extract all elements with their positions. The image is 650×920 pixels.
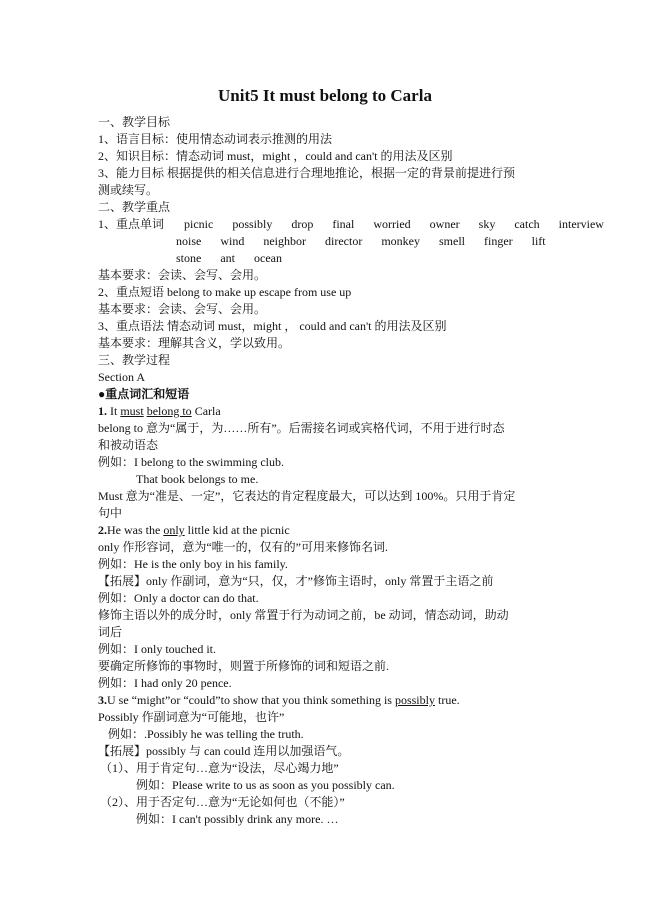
sentence-text: little kid at the picnic	[184, 523, 290, 537]
goal-1: 1、语言目标：使用情态动词表示推测的用法	[98, 132, 333, 146]
keywords-label: 1、重点单词	[98, 217, 165, 231]
keyword: monkey	[381, 234, 420, 248]
keyword: stone	[176, 251, 202, 265]
document-title: Unit5 It must belong to Carla	[218, 86, 432, 105]
point-3-sentence	[98, 692, 460, 709]
keyword: catch	[514, 217, 540, 231]
keyword: drop	[291, 217, 314, 231]
sentence-text: true.	[434, 693, 460, 707]
point-number: 2.	[98, 523, 107, 537]
point-2-sentence	[98, 522, 290, 539]
section-3-heading: 三、教学过程	[98, 353, 171, 367]
goal-3-line1: 3、能力目标 根据提供的相关信息进行合理地推论，根据一定的背景前提进行预	[98, 166, 516, 180]
point-2-example-3: 例如：I only touched it.	[98, 642, 216, 656]
keyword: neighbor	[263, 234, 306, 248]
requirement-3: 基本要求：理解其含义，学以致用。	[98, 336, 291, 350]
underlined-word: belong to	[146, 404, 192, 418]
point-1-must-line2: 句中	[98, 506, 123, 520]
point-1-example-2: That book belongs to me.	[136, 472, 259, 486]
keyword: ocean	[254, 251, 282, 265]
vocab-heading: ●重点词汇和短语	[98, 387, 190, 401]
point-number: 3.	[98, 693, 107, 707]
keywords-row-3	[176, 250, 282, 267]
point-2-explanation: only 作形容词，意为“唯一的，仅有的”可用来修饰名词.	[98, 540, 388, 554]
underlined-word: possibly	[394, 693, 435, 707]
point-3-case-2-example: 例如：I can't possibly drink any more. …	[136, 812, 339, 826]
keyword: owner	[429, 217, 460, 231]
keyword: worried	[373, 217, 411, 231]
point-3-explanation: Possibly 作副词意为“可能地，也许”	[98, 710, 285, 724]
point-2-example-1: 例如：He is the only boy in his family.	[98, 557, 288, 571]
point-3-case-1-example: 例如：Please write to us as soon as you possibly can.	[136, 778, 395, 792]
section-2-heading: 二、教学重点	[98, 200, 171, 214]
sentence-text: He was the	[107, 523, 164, 537]
point-1-explanation-line1: belong to 意为“属于，为……所有”。后需接名词或宾格代词，不用于进行时态	[98, 421, 505, 435]
point-2-extension: 【拓展】only 作副词，意为“只，仅，才”修饰主语时，only 常置于主语之前	[98, 574, 494, 588]
keyword: interview	[558, 217, 604, 231]
point-1-must-line1: Must 意为“准是、一定”，它表达的肯定程度最大，可以达到 100%。只用于肯定	[98, 489, 516, 503]
section-1-heading: 一、教学目标	[98, 115, 171, 129]
point-3-case-2: （2）、用于否定句…意为“无论如何也（不能）”	[100, 795, 345, 809]
keywords-row-2	[176, 233, 546, 250]
keyword: noise	[176, 234, 202, 248]
underlined-word: must	[120, 404, 144, 418]
point-1-sentence	[98, 403, 221, 420]
keyword: lift	[531, 234, 546, 248]
requirement-1: 基本要求：会读、会写、会用。	[98, 268, 267, 282]
goal-2: 2、知识目标：情态动词 must，might ，could and can't 的用法及区别	[98, 149, 453, 163]
keyword: possibly	[232, 217, 273, 231]
point-2-rule-2: 要确定所修饰的事物时，则置于所修饰的词和短语之前.	[98, 659, 390, 673]
key-grammar: 3、重点语法 情态动词 must，might ， could and can't 的用法及区别	[98, 319, 447, 333]
sentence-text: Carla	[191, 404, 221, 418]
keyword: ant	[220, 251, 236, 265]
keyword: final	[332, 217, 355, 231]
keyword: sky	[478, 217, 496, 231]
point-3-case-1: （1）、用于肯定句…意为“设法，尽心竭力地”	[100, 761, 339, 775]
keyword: picnic	[184, 217, 214, 231]
underlined-word: only	[163, 523, 185, 537]
point-2-rule-line2: 词后	[98, 625, 123, 639]
point-number: 1.	[98, 404, 107, 418]
goal-3-line2: 测或续写。	[98, 183, 159, 197]
keyword: smell	[438, 234, 465, 248]
point-2-example-2: 例如：Only a doctor can do that.	[98, 591, 259, 605]
sentence-text: It	[107, 404, 121, 418]
point-1-example-1: 例如：I belong to the swimming club.	[98, 455, 284, 469]
point-2-example-4: 例如：I had only 20 pence.	[98, 676, 232, 690]
section-a-label: Section A	[98, 370, 145, 384]
keyword: finger	[483, 234, 513, 248]
point-1-explanation-line2: 和被动语态	[98, 438, 159, 452]
point-2-rule-line1: 修饰主语以外的成分时，only 常置于行为动词之前，be 动词，情态动词，助动	[98, 608, 509, 622]
key-phrases: 2、重点短语 belong to make up escape from use up	[98, 285, 352, 299]
keyword: director	[325, 234, 363, 248]
requirement-2: 基本要求：会读、会写、会用。	[98, 302, 267, 316]
point-3-example-1: 例如：.Possibly he was telling the truth.	[108, 727, 304, 741]
keywords-row-1	[184, 216, 604, 233]
sentence-text: U se “might”or “could”to show that you think something is	[107, 693, 395, 707]
point-3-extension: 【拓展】possibly 与 can could 连用以加强语气。	[98, 744, 350, 758]
keyword: wind	[220, 234, 245, 248]
